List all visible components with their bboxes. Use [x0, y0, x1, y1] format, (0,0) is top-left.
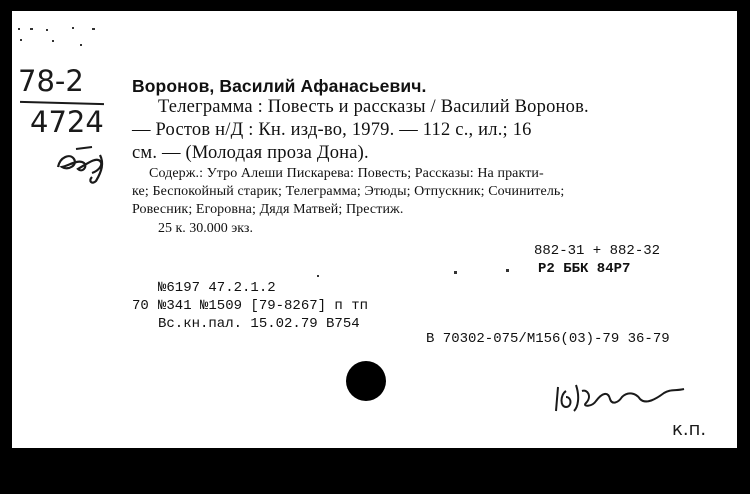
chamber-line: Вс.кн.пал. 15.02.79 В754 — [158, 316, 360, 332]
description-line: Телеграмма : Повесть и рассказы / Василий Воронов. — [158, 97, 589, 117]
handwritten-squiggle — [48, 137, 118, 187]
contents-line: Ровесник; Егоровна; Дядя Матвей; Престиж. — [132, 202, 404, 217]
smudge — [92, 28, 95, 30]
handwritten-initials: к.п. — [672, 419, 707, 440]
classification-line: Р2 ББК 84Р7 — [538, 261, 631, 277]
contents-line: ке; Беспокойный старик; Телеграмма; Этюды; Отпускник; Сочинитель; — [132, 184, 565, 199]
description-line: — Ростов н/Д : Кн. изд-во, 1979. — 112 с., ил.; 16 — [132, 120, 532, 140]
description-line: см. — (Молодая проза Дона). — [132, 143, 369, 163]
smudge — [317, 275, 319, 277]
order-number: №6197 47.2.1.2 — [158, 280, 276, 296]
smudge — [46, 29, 48, 31]
catalog-card — [12, 11, 737, 448]
smudge — [20, 39, 22, 41]
smudge — [506, 269, 509, 272]
smudge — [454, 271, 457, 274]
handwritten-signature — [552, 377, 692, 417]
smudge — [30, 28, 33, 30]
call-number: 78-2 — [18, 64, 84, 98]
print-line: №341 №1509 [79-8267] п тп — [158, 298, 369, 314]
smudge — [18, 28, 20, 30]
print-line-prefix: 70 — [132, 298, 149, 314]
punch-hole — [346, 361, 386, 401]
smudge — [80, 44, 82, 46]
price-print-run: 25 к. 30.000 экз. — [158, 221, 253, 236]
inventory-number: 4724 — [30, 105, 104, 139]
catalog-code: В 70302-075/М156(03)-79 36-79 — [426, 331, 670, 347]
smudge — [52, 40, 54, 42]
contents-line: Содерж.: Утро Алеши Пискарева: Повесть; Рассказы: На практи- — [149, 166, 544, 181]
author-heading: Воронов, Василий Афанасьевич. — [132, 76, 427, 96]
classification-line: 882-31 + 882-32 — [534, 243, 661, 259]
smudge — [72, 27, 74, 29]
